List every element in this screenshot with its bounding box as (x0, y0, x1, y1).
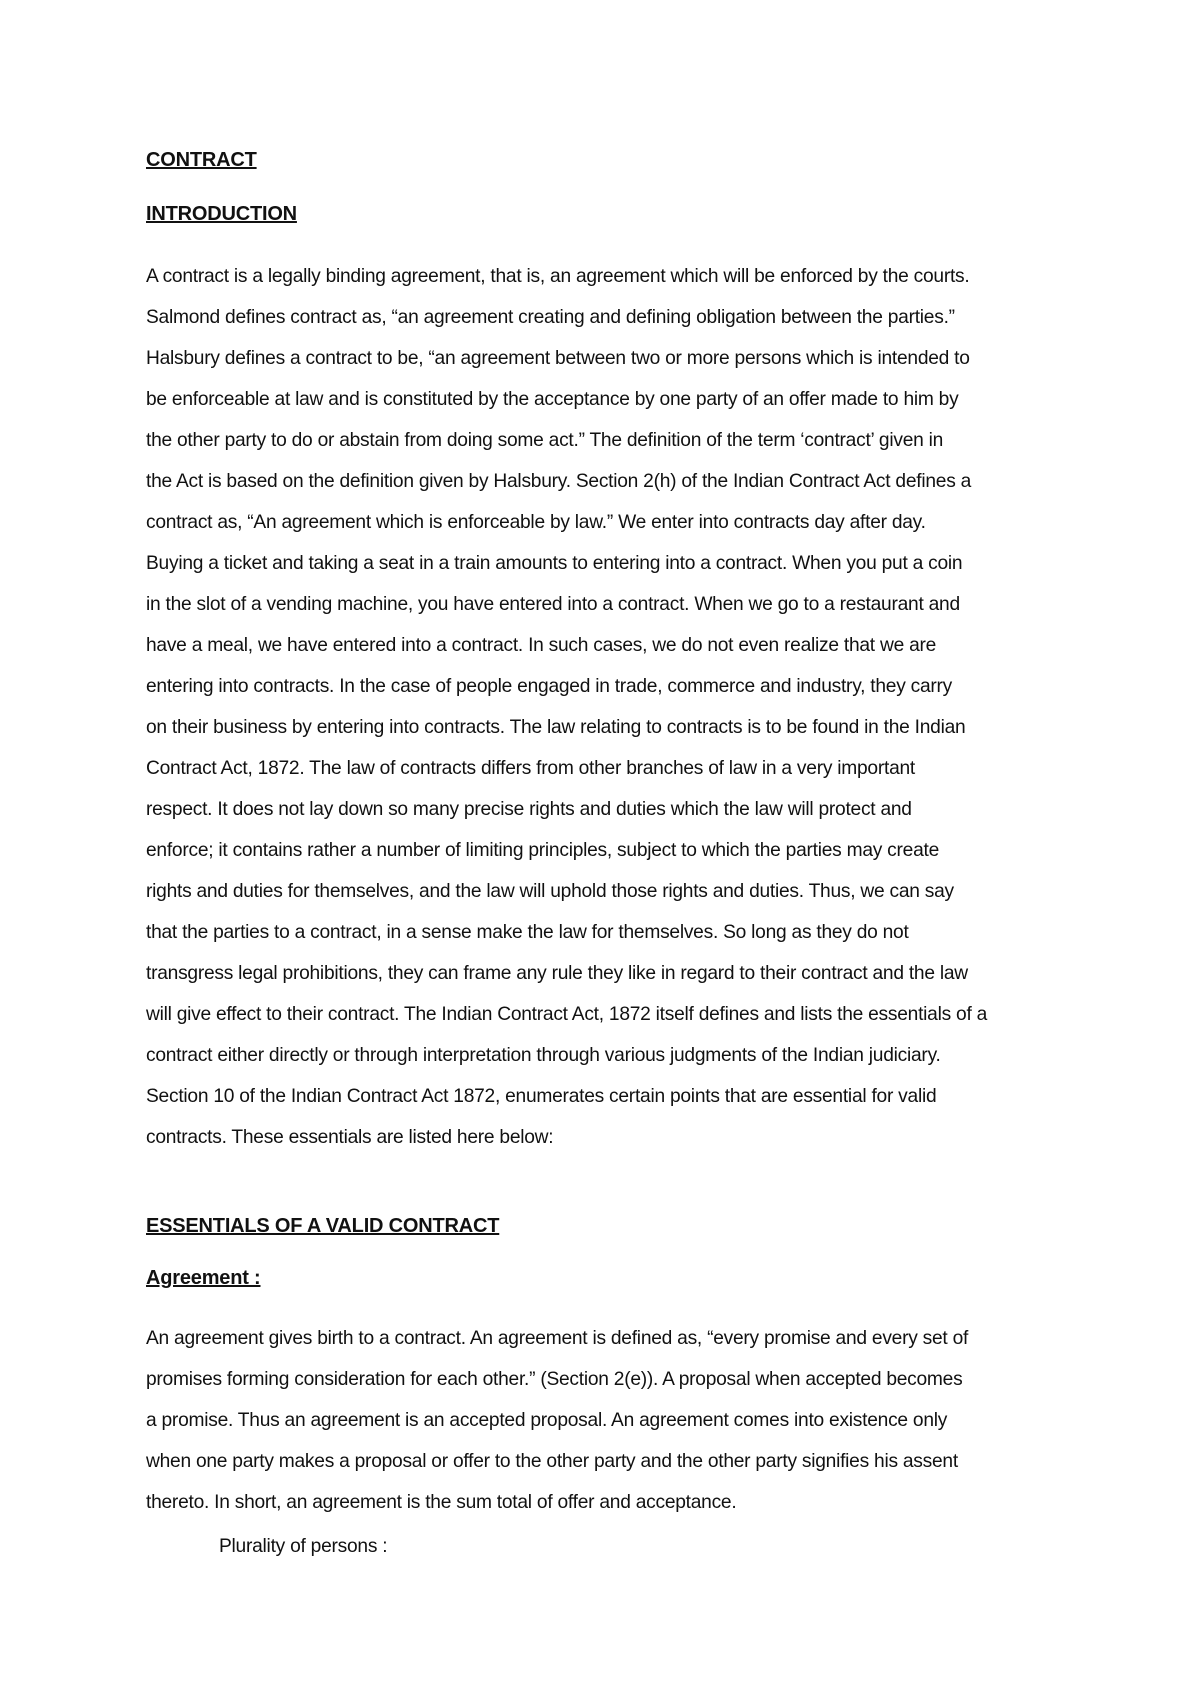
paragraph-line: Contract Act, 1872. The law of contracts differs from other branches of law in a very important (146, 758, 915, 779)
paragraph-line: respect. It does not lay down so many precise rights and duties which the law will protect and (146, 799, 912, 820)
paragraph-line: contract either directly or through interpretation through various judgments of the Indian judiciary. (146, 1045, 941, 1066)
paragraph-line: rights and duties for themselves, and the law will uphold those rights and duties. Thus, we can say (146, 881, 954, 902)
paragraph-line: when one party makes a proposal or offer to the other party and the other party signifies his assent (146, 1451, 958, 1472)
paragraph-line: Halsbury defines a contract to be, “an agreement between two or more persons which is intended to (146, 348, 970, 369)
paragraph-line: the Act is based on the definition given by Halsbury. Section 2(h) of the Indian Contract Act defines a (146, 471, 972, 492)
essentials-heading: ESSENTIALS OF A VALID CONTRACT (146, 1215, 500, 1237)
paragraph-line: Buying a ticket and taking a seat in a train amounts to entering into a contract. When you put a coin (146, 553, 963, 574)
paragraph-line: that the parties to a contract, in a sense make the law for themselves. So long as they do not (146, 922, 909, 943)
paragraph-line: contracts. These essentials are listed here below: (146, 1127, 554, 1148)
document-body (146, 146, 1066, 1561)
paragraph-line: in the slot of a vending machine, you have entered into a contract. When we go to a restaurant and (146, 594, 960, 615)
agreement-paragraph (146, 1318, 1066, 1523)
agreement-heading: Agreement : (146, 1267, 261, 1289)
introduction-paragraph (146, 256, 1066, 1158)
paragraph-line: on their business by entering into contracts. The law relating to contracts is to be found in the Indian (146, 717, 966, 738)
paragraph-line: enforce; it contains rather a number of limiting principles, subject to which the parties may create (146, 840, 939, 861)
paragraph-line: have a meal, we have entered into a contract. In such cases, we do not even realize that we are (146, 635, 937, 656)
paragraph-line: Section 10 of the Indian Contract Act 1872, enumerates certain points that are essential for valid (146, 1086, 937, 1107)
paragraph-line: the other party to do or abstain from doing some act.” The definition of the term ‘contract’ given in (146, 430, 944, 451)
introduction-heading: INTRODUCTION (146, 203, 297, 225)
paragraph-line: An agreement gives birth to a contract. An agreement is defined as, “every promise and every set of (146, 1328, 969, 1349)
document-title: CONTRACT (146, 149, 257, 171)
paragraph-line: a promise. Thus an agreement is an accepted proposal. An agreement comes into existence only (146, 1410, 948, 1431)
paragraph-line: promises forming consideration for each other.” (Section 2(e)). A proposal when accepted becomes (146, 1369, 963, 1390)
plurality-of-persons-subheading: Plurality of persons : (219, 1536, 388, 1557)
paragraph-line: be enforceable at law and is constituted by the acceptance by one party of an offer made to him by (146, 389, 959, 410)
paragraph-line: A contract is a legally binding agreement, that is, an agreement which will be enforced by the courts. (146, 266, 970, 287)
paragraph-line: transgress legal prohibitions, they can frame any rule they like in regard to their contract and the law (146, 963, 968, 984)
paragraph-line: thereto. In short, an agreement is the sum total of offer and acceptance. (146, 1492, 737, 1513)
paragraph-line: entering into contracts. In the case of people engaged in trade, commerce and industry, they carry (146, 676, 953, 697)
paragraph-line: contract as, “An agreement which is enforceable by law.” We enter into contracts day after day. (146, 512, 926, 533)
paragraph-line: Salmond defines contract as, “an agreement creating and defining obligation between the parties.” (146, 307, 955, 328)
paragraph-line: will give effect to their contract. The Indian Contract Act, 1872 itself defines and lists the essentials of a (146, 1004, 988, 1025)
